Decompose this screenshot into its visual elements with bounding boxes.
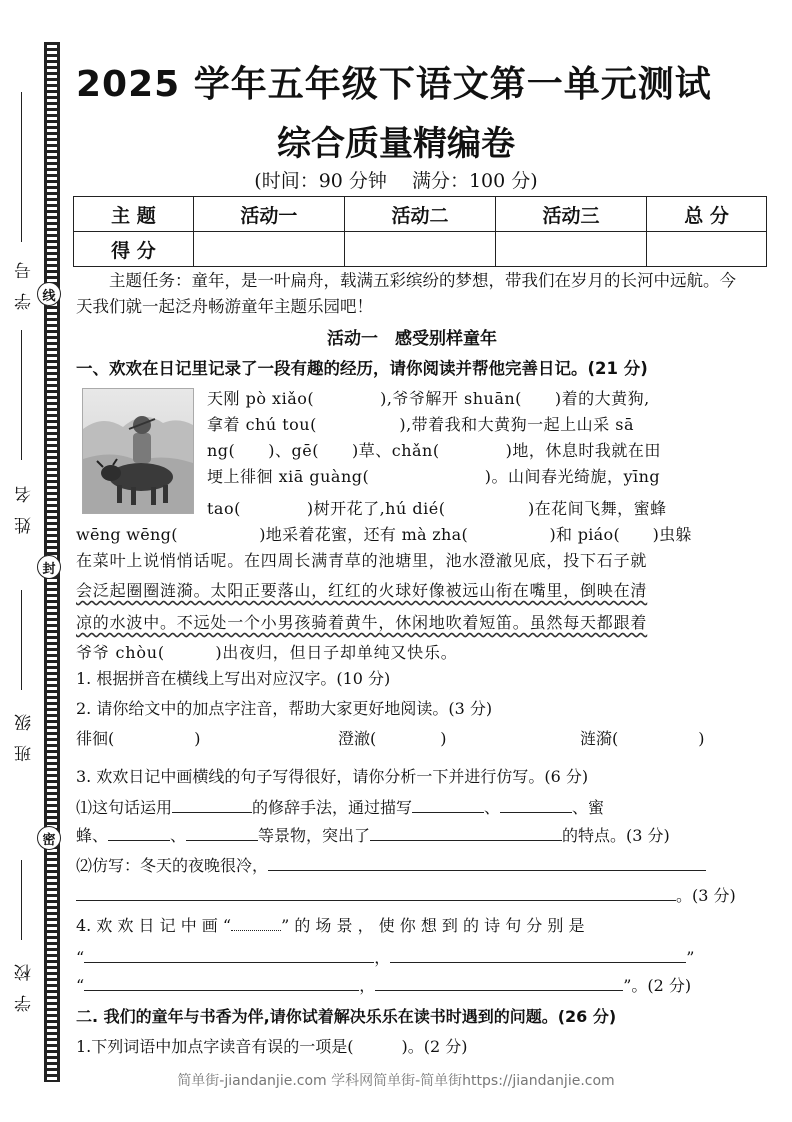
word-pinyin-2[interactable]: 澄澈( ) xyxy=(338,729,447,748)
q1-title: 一、欢欢在日记里记录了一段有趣的经历，请你阅读并帮他完善日记。(21 分) xyxy=(76,359,648,378)
diary-line: 爷爷 chòu( )出夜归，但日子却单纯又快乐。 xyxy=(76,643,458,662)
q1-sub3: 3. 欢欢日记中画横线的句子写得很好，请你分析一下并进行仿写。(6 分) xyxy=(76,767,589,786)
label-name: 姓名 xyxy=(15,472,35,534)
q1-sub1: 1. 根据拼音在横线上写出对应汉字。(10 分) xyxy=(76,669,391,688)
diary-line: 拿着 chú tou( ),带着我和大黄狗一起上山采 sā xyxy=(207,415,635,434)
sub4-text: ”。(2 分) xyxy=(623,976,692,995)
score-cell[interactable] xyxy=(496,232,647,267)
answer-blank[interactable] xyxy=(412,794,484,813)
sub3-text: ⑴这句话运用 xyxy=(76,798,173,817)
seal-xian: 线 xyxy=(37,282,61,306)
label-student-id: 学号 xyxy=(15,248,35,310)
table-header-cell: 活动一 xyxy=(193,197,344,232)
label-class: 班级 xyxy=(15,700,35,762)
q1-sub4-line3 xyxy=(76,972,748,999)
diary-line-underlined: 会泛起圈圈涟漪。太阳正要落山，红红的火球好像被远山衔在嘴里，倒映在清 xyxy=(76,581,648,600)
answer-blank[interactable] xyxy=(76,882,676,901)
activity1-title: 活动一 感受别样童年 xyxy=(327,329,497,349)
answer-blank[interactable] xyxy=(84,944,374,963)
intro-text: 主题任务：童年，是一叶扁舟，载满五彩缤纷的梦想，带我们在岁月的长河中远航。今天我们就一起泛舟畅游童年主题乐园吧！ xyxy=(76,271,736,316)
page-title: 2025 学年五年级下语文第一单元测试 xyxy=(76,64,712,105)
word-pinyin-1[interactable]: 徘徊( ) xyxy=(76,729,201,748)
score-table-row xyxy=(74,232,767,267)
seal-feng: 封 xyxy=(37,555,61,579)
q1-sub3-line4 xyxy=(76,882,748,909)
diary-line: 埂上徘徊 xiā guàng( )。山间春光绮旎，yīng xyxy=(207,467,661,486)
q2-sub1: 1.下列词语中加点字读音有误的一项是( )。(2 分) xyxy=(76,1037,468,1056)
answer-blank[interactable] xyxy=(172,794,252,813)
score-table-header-row xyxy=(74,197,767,232)
diary-line: wēng wēng( )地采着花蜜，还有 mà zha( )和 piáo( )虫躲 xyxy=(76,525,692,544)
sub3-text: 。(3 分) xyxy=(676,886,736,905)
answer-blank[interactable] xyxy=(370,822,562,841)
sub4-text: 4. 欢 欢 日 记 中 画 “ xyxy=(76,916,232,935)
table-header-cell: 总 分 xyxy=(647,197,767,232)
answer-blank[interactable] xyxy=(84,972,359,991)
label-school: 学校 xyxy=(15,950,35,1012)
q2-title: 二. 我们的童年与书香为伴,请你试着解决乐乐在读书时遇到的问题。(26 分) xyxy=(76,1007,617,1026)
binding-line xyxy=(21,860,22,940)
page-subtitle: 综合质量精编卷 xyxy=(277,124,515,164)
table-row-label: 得 分 xyxy=(74,232,194,267)
q1-sub3-line1 xyxy=(76,794,748,821)
seal-mi: 密 xyxy=(37,826,61,850)
sub3-text: 等景物，突出了 xyxy=(258,826,371,845)
sub3-text: 的修辞手法，通过描写 xyxy=(252,798,413,817)
answer-blank[interactable] xyxy=(231,912,281,931)
quote-mark: “ xyxy=(76,948,85,967)
answer-blank[interactable] xyxy=(390,944,686,963)
answer-blank[interactable] xyxy=(268,852,706,871)
sub4-text: ， xyxy=(374,948,391,967)
sub3-text: 、 xyxy=(484,798,501,817)
sub4-text: ， xyxy=(359,976,376,995)
word-pinyin-3[interactable]: 涟漪( ) xyxy=(580,729,705,748)
diary-line: tao( )树开花了,hú dié( )在花间飞舞，蜜蜂 xyxy=(207,499,667,518)
q1-sub4-line2 xyxy=(76,944,748,971)
table-header-cell: 主 题 xyxy=(74,197,194,232)
sub3-text: 的特点。(3 分) xyxy=(562,826,670,845)
q1-sub3-line2 xyxy=(76,822,748,849)
diary-line-underlined: 凉的水波中。不远处一个小男孩骑着黄牛，休闲地吹着短笛。虽然每天都跟着 xyxy=(76,613,648,632)
score-cell[interactable] xyxy=(193,232,344,267)
binding-line xyxy=(21,330,22,460)
answer-blank[interactable] xyxy=(186,822,258,841)
q1-sub4 xyxy=(76,912,748,939)
sub3-text: 、 xyxy=(170,826,187,845)
watermark-footer: 简单街-jiandanjie.com 学科网简单街-简单街https://jiandanjie.com xyxy=(177,1073,615,1089)
diary-line: ng( )、gē( )草、chǎn( )地，休息时我就在田 xyxy=(207,441,661,460)
answer-blank[interactable] xyxy=(500,794,572,813)
q1-sub3-line3 xyxy=(76,852,748,879)
score-cell[interactable] xyxy=(344,232,495,267)
boy-on-ox-illustration xyxy=(82,388,194,514)
sub3-text: 、蜜 xyxy=(572,798,605,817)
quote-mark: “ xyxy=(76,976,85,995)
sub4-text: ” 的 场 景 ， 使 你 想 到 的 诗 句 分 别 是 xyxy=(281,916,585,935)
sub3-text: 蜂、 xyxy=(76,826,109,845)
time-info: (时间：90 分钟 满分：100 分) xyxy=(254,170,538,192)
score-cell[interactable] xyxy=(647,232,767,267)
sub3-text: ⑵仿写：冬天的夜晚很冷， xyxy=(76,856,269,875)
q1-sub2: 2. 请你给文中的加点字注音，帮助大家更好地阅读。(3 分) xyxy=(76,699,493,718)
illustration-icon xyxy=(83,389,193,513)
binding-line xyxy=(21,590,22,690)
diary-line: 在菜叶上说悄悄话呢。在四周长满青草的池塘里，池水澄澈见底，投下石子就 xyxy=(76,551,648,570)
answer-blank[interactable] xyxy=(108,822,170,841)
table-header-cell: 活动二 xyxy=(344,197,495,232)
score-table xyxy=(73,196,767,267)
answer-blank[interactable] xyxy=(375,972,623,991)
quote-mark: ” xyxy=(686,948,695,967)
table-header-cell: 活动三 xyxy=(496,197,647,232)
diary-line: 天刚 pò xiǎo( ),爷爷解开 shuān( )着的大黄狗, xyxy=(207,389,650,408)
